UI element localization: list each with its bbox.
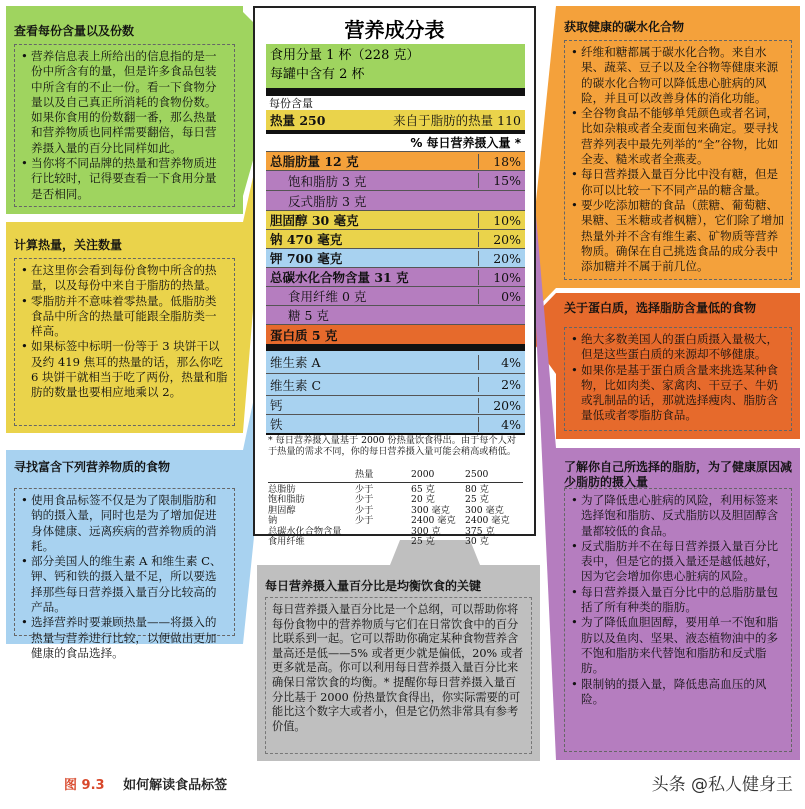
nutrient-row-total-carb — [266, 267, 525, 286]
table-cell: 2400 毫克 — [465, 515, 510, 526]
calories-from-fat: 来自于脂肪的热量 110 — [393, 113, 521, 128]
label-title: 营养成分表 — [344, 18, 445, 42]
calories-row — [266, 110, 525, 130]
nutrient-row-potassium — [266, 248, 525, 267]
table-cell: 少于 — [355, 483, 374, 495]
nutrients-item: • 部分美国人的维生素 A 和维生素 C、钾、钙和铁的摄入量不足，所以要选择那些每日营养摄入量百分比较高的产品。 — [21, 554, 228, 615]
nutrient-pct: 2% — [478, 377, 521, 392]
nutrition-facts-label — [253, 6, 536, 547]
nutrient-pct: 15% — [478, 173, 521, 188]
table-cell: 80 克 — [465, 483, 489, 495]
table-cell: 300 毫克 — [465, 504, 504, 516]
calories-panel-title: 计算热量，关注数量 — [14, 238, 123, 252]
nutrients-panel-title: 寻找富含下列营养物质的食物 — [14, 460, 171, 474]
table-cell: 少于 — [355, 515, 374, 526]
calories-value: 热量 250 — [270, 113, 326, 128]
table-row — [268, 495, 523, 506]
nutrients-item: • 选择营养时要兼顾热量——将摄入的热量与营养进行比较，以便做出更加健康的食品选择。 — [21, 615, 228, 661]
nutrient-row-sat-fat — [266, 170, 525, 190]
table-cell: 30 克 — [465, 536, 489, 547]
calories-panel-body — [14, 258, 235, 426]
watermark: 头条 @私人健身王 — [651, 775, 793, 795]
dv-reference-table — [268, 470, 523, 548]
dv-panel-body — [265, 597, 532, 754]
fats-item: • 反式脂肪并不在每日营养摄入量百分比表中，但是它的摄入量还是越低越好，因为它会增加你患心脏病的风险。 — [571, 539, 785, 585]
carbs-item: • 每日营养摄入量百分比中没有糖，但是你可以比较一下不同产品的糖含量。 — [571, 167, 785, 198]
table-cell: 饱和脂肪 — [268, 494, 305, 505]
nutrients-panel — [6, 450, 243, 660]
protein-item: • 绝大多数美国人的蛋白质摄入量极大，但是这些蛋白质的来源却不够健康。 — [571, 332, 785, 363]
carbs-item: • 要少吃添加糖的食品（蔗糖、葡萄糖、果糖、玉米糖或者枫糖），它们除了增加热量外并不含有维生素、矿物质等营养物质。确保在自己挑选食品的成分表中添加糖并不属于前几位。 — [571, 198, 785, 274]
calories-item: • 在这里你会看到每份食物中所含的热量，以及每份中来自于脂肪的热量。 — [21, 263, 228, 294]
nutrient-pct: 20% — [478, 398, 521, 413]
nutrient-row-trans-fat — [266, 190, 525, 210]
table-cell: 少于 — [355, 494, 374, 505]
table-cell — [355, 537, 411, 548]
nutrient-name: 总脂肪量 12 克 — [270, 154, 359, 169]
nutrient-name: 糖 5 克 — [288, 308, 329, 323]
fats-item: • 限制钠的摄入量，降低患高血压的风险。 — [571, 677, 785, 708]
nutrient-pct: 10% — [478, 213, 521, 228]
carbs-item: • 纤维和糖都属于碳水化合物。来自水果、蔬菜、豆子以及全谷物等健康来源的碳水化合物可以降低患心脏病的风险，并且可以改善身体的消化功能。 — [571, 45, 785, 106]
nutrient-pct: 4% — [478, 417, 521, 432]
nutrient-name: 铁 — [270, 417, 283, 432]
table-cell: 少于 — [355, 504, 374, 516]
table-cell: 375 克 — [465, 525, 495, 537]
calories-item: • 如果标签中标明一份等于 3 块饼干以及约 419 焦耳的热量的话，那么你吃 6 块饼干就相当于吃了两份，热量和脂肪的数量也要相应地乘以 2。 — [21, 339, 228, 400]
nutrient-pct: 4% — [478, 355, 521, 370]
nutrient-name: 总碳水化合物含量 31 克 — [270, 270, 409, 285]
nutrient-name: 胆固醇 30 毫克 — [270, 213, 359, 228]
amount-per-serving: 每份含量 — [269, 97, 313, 110]
nutrient-pct: 20% — [478, 232, 521, 247]
table-cell: 总碳水化合物含量 — [268, 525, 342, 537]
nutrient-pct: 10% — [478, 270, 521, 285]
nutrient-row-calcium — [266, 395, 525, 414]
servings-per-container: 每罐中含有 2 杯 — [270, 67, 365, 82]
fats-item: • 每日营养摄入量百分比中的总脂肪量包括了所有种类的脂肪。 — [571, 585, 785, 616]
nutrient-name: 钾 700 毫克 — [270, 251, 343, 266]
protein-panel-title: 关于蛋白质，选择脂肪含量低的食物 — [564, 301, 757, 315]
table-row — [268, 516, 523, 527]
serving-info — [266, 44, 525, 88]
table-header: 热量 — [355, 469, 374, 480]
label-footnote: * 每日营养摄入量基于 2000 份热量饮食得出。由于每个人对于热量的需求不同，你的每日营养摄入量可能会稍高或稍低。 — [268, 435, 517, 457]
fats-panel-title: 了解你自己所选择的脂肪，为了健康原因减少脂肪的摄入量 — [564, 460, 793, 489]
table-cell: 300 毫克 — [411, 504, 450, 516]
fats-panel — [556, 448, 800, 760]
figure-title: 如何解读食品标签 — [123, 778, 228, 793]
nutrient-row-vitamin-c — [266, 373, 525, 395]
serving-panel — [6, 6, 243, 214]
fats-panel-body — [564, 488, 792, 752]
nutrient-name: 食用纤维 0 克 — [288, 289, 367, 304]
serving-item: • 营养信息表上所给出的信息指的是一份中所含有的量，但是许多食品包装中所含有的不止一份。看一下食物分量以及自己真正所消耗的食物份数。如果你食用的份数翻一番，那么热量和营养物质也同样需要翻倍，每日营养摄入量的百分比同样如此。 — [21, 49, 228, 156]
serving-item: • 当你将不同品牌的热量和营养物质进行比较时，记得要查看一下食用分量是否相同。 — [21, 156, 228, 202]
nutrient-name: 维生素 C — [270, 377, 322, 393]
table-cell: 2400 毫克 — [411, 515, 456, 526]
calories-panel — [6, 222, 243, 433]
nutrients-item: • 使用食品标签不仅是为了限制脂肪和钠的摄入量，同时也是为了增加促进身体健康、远离疾病的营养物质的消耗。 — [21, 493, 228, 554]
protein-panel — [556, 293, 800, 439]
nutrient-row-vitamin-a — [266, 351, 525, 373]
nutrient-row-sodium — [266, 229, 525, 248]
protein-item: • 如果你是基于蛋白质含量来挑选某种食物，比如肉类、家禽肉、干豆子、牛奶或乳制品的话，那就选择瘦肉、脂肪含量低或者零脂肪食品。 — [571, 363, 785, 424]
fats-item: • 为了降低血胆固醇，要用单一不饱和脂肪以及鱼肉、坚果、液态植物油中的多不饱和脂肪来代替饱和脂肪和反式脂肪。 — [571, 615, 785, 676]
nutrient-pct: 18% — [478, 154, 521, 169]
nutrient-name: 反式脂肪 3 克 — [288, 193, 367, 209]
table-cell: 65 克 — [411, 483, 435, 495]
serving-panel-title: 查看每份含量以及份数 — [14, 24, 135, 38]
nutrient-row-iron — [266, 414, 525, 433]
nutrient-name: 饱和脂肪 3 克 — [288, 173, 367, 189]
table-row — [268, 537, 523, 548]
nutrient-row-sugar — [266, 305, 525, 324]
dv-header: % 每日营养摄入量 * — [410, 136, 521, 150]
table-header-row — [268, 470, 523, 481]
table-header: 2500 — [465, 469, 489, 480]
table-cell: 300 克 — [411, 525, 441, 537]
table-cell: 20 克 — [411, 494, 435, 505]
table-cell: 食用纤维 — [268, 536, 305, 547]
table-cell: 25 克 — [465, 494, 489, 505]
dv-panel — [257, 565, 540, 761]
dv-panel-text: 每日营养摄入量百分比是一个总纲，可以帮助你将每份食物中的营养物质与它们在日常饮食中的百分比联系到一起。它可以帮助你确定某种食物营养含量高还是低——5% 或者更少就是偏低，20% 或者更多就是高。你可以利用每日营养摄入量百分比来确保日常饮食的均衡。* 提醒你每日营养摄入量百分比基于 2000 份热量饮食得出，你实际需要的可能比这个数字大或者小，但是它仍然非常具有参考价值。 — [272, 603, 524, 733]
thick-divider-2 — [266, 344, 525, 351]
carbs-panel-body — [564, 40, 792, 280]
fats-item: • 为了降低患心脏病的风险，利用标签来选择饱和脂肪、反式脂肪以及胆固醇含量都较低的食品。 — [571, 493, 785, 539]
table-cell: 胆固醇 — [268, 504, 296, 516]
nutrient-pct: 0% — [478, 289, 521, 304]
figure-number: 图 9.3 — [64, 778, 105, 793]
table-cell: 钠 — [268, 515, 278, 526]
nutrient-name: 钠 470 毫克 — [270, 232, 343, 247]
protein-panel-body — [564, 327, 792, 431]
serving-size: 食用分量 1 杯（228 克） — [270, 48, 420, 63]
figure-caption — [64, 774, 227, 793]
nutrient-row-protein — [266, 324, 525, 344]
nutrient-pct: 20% — [478, 251, 521, 266]
nutrient-name: 蛋白质 5 克 — [270, 327, 338, 343]
carbs-panel — [556, 6, 800, 288]
table-cell: 总脂肪 — [268, 483, 296, 495]
nutrient-name: 钙 — [270, 398, 283, 413]
nutrient-row-fiber — [266, 286, 525, 305]
serving-panel-body — [14, 44, 235, 207]
nutrients-panel-body — [14, 488, 235, 660]
table-cell: 25 克 — [411, 536, 435, 547]
table-cell — [355, 527, 411, 538]
carbs-item: • 全谷物食品不能够单凭颜色或者名词，比如杂粮或者全麦面包来确定。要寻找营养列表中最先列举的“全”谷物，比如全麦、糙米或者全燕麦。 — [571, 106, 785, 167]
nutrient-row-total-fat — [266, 151, 525, 170]
carbs-panel-title: 获取健康的碳水化合物 — [564, 20, 685, 34]
nutrient-row-cholesterol — [266, 210, 525, 229]
table-header: 2000 — [411, 469, 435, 480]
dv-panel-title: 每日营养摄入量百分比是均衡饮食的关键 — [265, 579, 482, 593]
calories-item: • 零脂肪并不意味着零热量。低脂肪类食品中所含的热量可能跟全脂肪类一样高。 — [21, 294, 228, 340]
nutrient-name: 维生素 A — [270, 355, 321, 370]
